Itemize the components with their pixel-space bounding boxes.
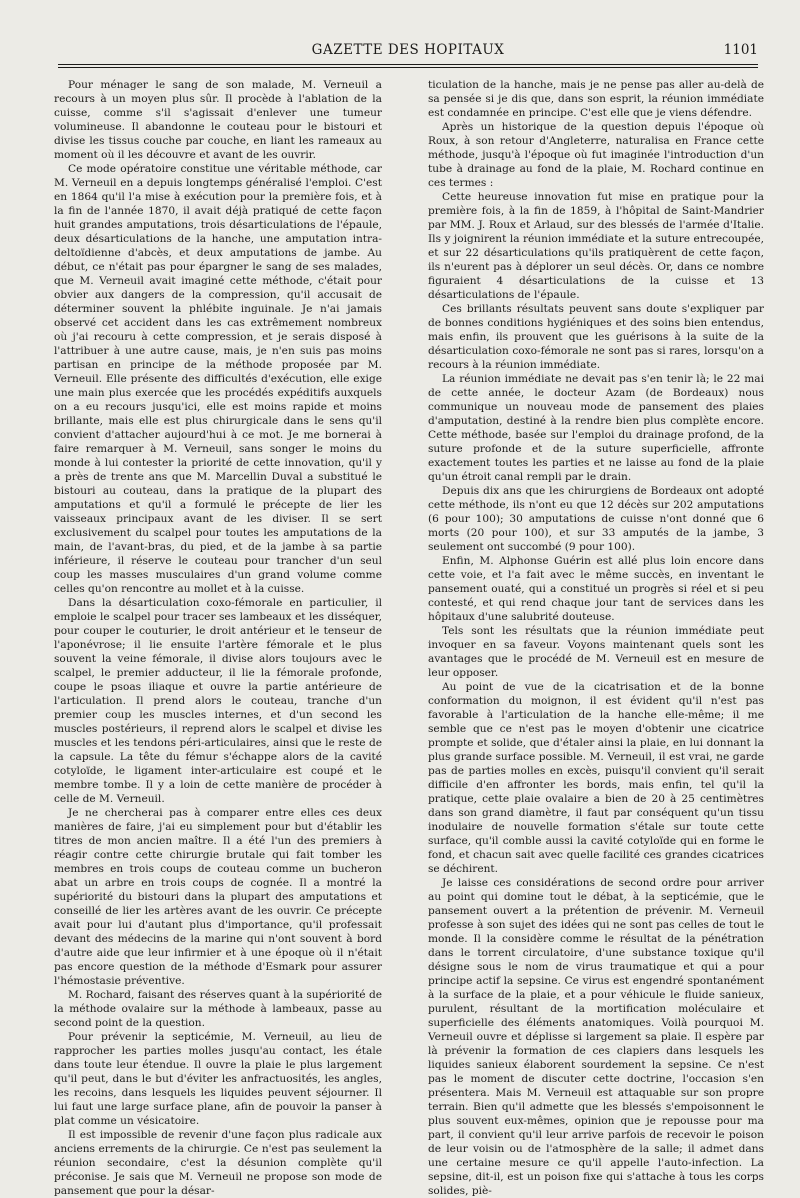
paragraph: Enfin, M. Alphonse Guérin est allé plus loin encore dans cette voie, et l'a fait avec le même succès, en inventant le pansement ouaté, qui a constitué un progrès si réel et si peu contesté, et qui rend chaque jour tant de services dans les hôpitaux d'une salubrité douteuse.: [428, 555, 764, 623]
paragraph: Dans la désarticulation coxo-fémorale en particulier, il emploie le scalpel pour tracer ses lambeaux et les disséquer, pour couper le couturier, le droit antérieur et le tenseur de l'aponévrose; il lie ensuite l'artère fémorale et le plus souvent la veine fémorale, il divise alors toujours avec le scalpel, le premier adducteur, il lie la fémorale profonde, coupe le psoas iliaque et ouvre la partie antérieure de l'articulation. Il prend alors le couteau, tranche d'un premier coup les muscles internes, et d'un second les muscles postérieurs, il reprend alors le scalpel et divise les muscles et les tendons péri-articulaires, ainsi que le reste de la capsule. La tête du fémur s'échappe alors de la cavité cotyloïde, le ligament inter-articulaire est coupé et le membre tombe. Il y a loin de cette manière de procéder à celle de M. Verneuil.: [54, 597, 382, 805]
paragraph: Tels sont les résultats que la réunion immédiate peut invoquer en sa faveur. Voyons maintenant quels sont les avantages que le procédé de M. Verneuil est en mesure de leur opposer.: [428, 625, 764, 679]
page-number: 1101: [723, 42, 758, 58]
paragraph: Pour prévenir la septicémie, M. Verneuil, au lieu de rapprocher les parties molles jusqu'au contact, les étale dans toute leur étendue. Il ouvre la plaie le plus largement qu'il peut, dans le but d'éviter les anfractuosités, les angles, les recoins, dans lesquels les liquides peuvent séjourner. Il lui faut une large surface plane, afin de pouvoir la panser à plat comme un vésicatoire.: [54, 1031, 382, 1127]
left-column: [54, 78, 382, 1197]
paragraph: Ce mode opératoire constitue une véritable méthode, car M. Verneuil en a depuis longtemps généralisé l'emploi. C'est en 1864 qu'il l'a mise à exécution pour la première fois, et à la fin de l'année 1870, il avait déjà pratiqué de cette façon huit grandes amputations, trois désarticulations de l'épaule, deux désarticulations de la hanche, une amputation intra-deltoïdienne d'abcès, et deux amputations de jambe. Au début, ce n'était pas pour épargner le sang de ses malades, que M. Verneuil avait imaginé cette méthode, c'était pour obvier aux dangers de la compression, qu'il accusait de déterminer souvent la phlébite inguinale. Je n'ai jamais observé cet accident dans les cas extrêmement nombreux où j'ai recouru à cette compression, et je serais disposé à l'attribuer à une autre cause, mais, je n'en suis pas moins partisan en principe de la méthode proposée par M. Verneuil. Elle présente des difficultés d'exécution, elle exige une main plus exercée que les procédés expéditifs auxquels on a eu recours jusqu'ici, elle est moins rapide et moins brillante, mais elle est plus chirurgicale dans le sens qu'il convient d'attacher aujourd'hui à ce mot. Je me bornerai à faire remarquer à M. Verneuil, sans songer le moins du monde à lui contester la priorité de cette innovation, qu'il y a près de trente ans que M. Marcellin Duval a substitué le bistouri au couteau, dans la pratique de la plupart des amputations et qu'il a formulé le précepte de lier les vaisseaux principaux avant de les diviser. Il se sert exclusivement du scalpel pour toutes les amputations de la main, de l'avant-bras, du pied, et de la jambe à sa partie inférieure, il réserve le couteau pour trancher d'un seul coup les masses musculaires d'un grand volume comme celles qu'on rencontre au mollet et à la cuisse.: [54, 163, 382, 595]
paragraph: Au point de vue de la cicatrisation et de la bonne conformation du moignon, il est évident qu'il n'est pas favorable à l'articulation de la hanche elle-même; il me semble que ce n'est pas le moyen d'obtenir une cicatrice prompte et solide, que d'étaler ainsi la plaie, en lui donnant la plus grande surface possible. M. Verneuil, il est vrai, ne garde pas de parties molles en excès, puisqu'il convient qu'il serait difficile d'en affronter les bords, mais enfin, tel qu'il la pratique, cette plaie ovalaire a bien de 20 à 25 centimètres dans son grand diamètre, il faut par conséquent qu'un tissu inodulaire de nouvelle formation s'étale sur toute cette surface, qu'il comble aussi la cavité cotyloïde qui en forme le fond, et chacun sait avec quelle facilité ces grandes cicatrices se déchirent.: [428, 681, 764, 875]
paragraph: M. Rochard, faisant des réserves quant à la supériorité de la méthode ovalaire sur la méthode à lambeaux, passe au second point de la question.: [54, 989, 382, 1029]
paragraph: Je ne chercherai pas à comparer entre elles ces deux manières de faire, j'ai eu simplement pour but d'établir les titres de mon ancien maître. Il a été l'un des premiers à réagir contre cette chirurgie brutale qui fait tomber les membres en trois coups de couteau comme un bucheron abat un arbre en trois coups de cognée. Il a montré la supériorité du bistouri dans la plupart des amputations et conseillé de lier les artères avant de les ouvrir. Ce précepte avait pour lui d'autant plus d'importance, qu'il professait devant des médecins de la marine qui n'ont souvent à bord d'autre aide que leur infirmier et à une époque où il n'était pas encore question de la méthode d'Esmark pour assurer l'hémostasie préventive.: [54, 807, 382, 987]
header-rule-double: [58, 67, 758, 68]
paragraph: Pour ménager le sang de son malade, M. Verneuil a recours à un moyen plus sûr. Il procède à l'ablation de la cuisse, comme s'il s'agissait d'enlever une tumeur volumineuse. Il abandonne le couteau pour le bistouri et divise les tissus couche par couche, en liant les rameaux au moment où il les découvre et avant de les ouvrir.: [54, 79, 382, 161]
right-column: [428, 78, 764, 1197]
header-rule: [58, 64, 758, 65]
paragraph: Ces brillants résultats peuvent sans doute s'expliquer par de bonnes conditions hygiéniques et des soins bien entendus, mais enfin, ils prouvent que les guérisons à la suite de la désarticulation coxo-fémorale ne sont pas si rares, lorsqu'on a recours à la réunion immédiate.: [428, 303, 764, 371]
paragraph: La réunion immédiate ne devait pas s'en tenir là; le 22 mai de cette année, le docteur Azam (de Bordeaux) nous communique un nouveau mode de pansement des plaies d'amputation, destiné à la rendre bien plus complète encore. Cette méthode, basée sur l'emploi du drainage profond, de la suture profonde et de la suture superficielle, affronte exactement toutes les parties et ne laisse au fond de la plaie qu'un étroit canal rempli par le drain.: [428, 373, 764, 483]
paragraph: Depuis dix ans que les chirurgiens de Bordeaux ont adopté cette méthode, ils n'ont eu que 12 décès sur 202 amputations (6 pour 100); 30 amputations de cuisse n'ont donné que 6 morts (20 pour 100), et sur 33 amputés de la jambe, 3 seulement ont succombé (9 pour 100).: [428, 485, 764, 553]
paragraph: Après un historique de la question depuis l'époque où Roux, à son retour d'Angleterre, naturalisa en France cette méthode, jusqu'à l'époque où fut imaginée l'introduction d'un tube à drainage au fond de la plaie, M. Rochard continue en ces termes :: [428, 121, 764, 189]
page-header: [58, 42, 758, 62]
paragraph: Cette heureuse innovation fut mise en pratique pour la première fois, à la fin de 1859, à l'hôpital de Saint-Mandrier par MM. J. Roux et Arlaud, sur des blessés de l'armée d'Italie. Ils y joignirent la réunion immédiate et la suture entrecoupée, et sur 22 désarticulations qu'ils pratiquèrent de cette façon, ils n'eurent pas à déplorer un seul décès. Or, dans ce nombre figuraient 4 désarticulations de la cuisse et 13 désarticulations de l'épaule.: [428, 191, 764, 301]
paragraph: Il est impossible de revenir d'une façon plus radicale aux anciens errements de la chirurgie. Ce n'est pas seulement la réunion secondaire, c'est la désunion complète qu'il préconise. Je sais que M. Verneuil ne propose son mode de pansement que pour la désar-: [54, 1129, 382, 1197]
paragraph: Je laisse ces considérations de second ordre pour arriver au point qui domine tout le débat, à la septicémie, que le pansement ouvert a la prétention de prévenir. M. Verneuil professe à son sujet des idées qui ne sont pas celles de tout le monde. Il la considère comme le résultat de la pénétration dans le torrent circulatoire, d'une substance toxique qu'il désigne sous le nom de virus traumatique et qui a pour principe actif la sepsine. Ce virus est engendré spontanément à la surface de la plaie, et a pour véhicule le fluide sanieux, purulent, résultant de la mortification moléculaire et superficielle des éléments anatomiques. Voilà pourquoi M. Verneuil ouvre et déplisse si largement sa plaie. Il espère par là prévenir la formation de ces clapiers dans lesquels les liquides sanieux élaborent sourdement la sepsine. Ce n'est pas le moment de discuter cette doctrine, l'occasion s'en présentera. Mais M. Verneuil est attaquable sur son propre terrain. Bien qu'il admette que les blessés s'empoisonnent le plus souvent eux-mêmes, opinion que je repousse pour ma part, il convient qu'il leur arrive parfois de recevoir le poison de leur voisin ou de l'atmosphère de la salle; il admet dans une certaine mesure ce qu'il appelle l'auto-infection. La sepsine, dit-il, est un poison fixe qui s'attache à tous les corps solides, piè-: [428, 877, 764, 1197]
paragraph: ticulation de la hanche, mais je ne pense pas aller au-delà de sa pensée si je dis que, dans son esprit, la réunion immédiate est condamnée en principe. C'est elle que je viens défendre.: [428, 79, 764, 119]
running-title: GAZETTE DES HOPITAUX: [311, 42, 505, 58]
